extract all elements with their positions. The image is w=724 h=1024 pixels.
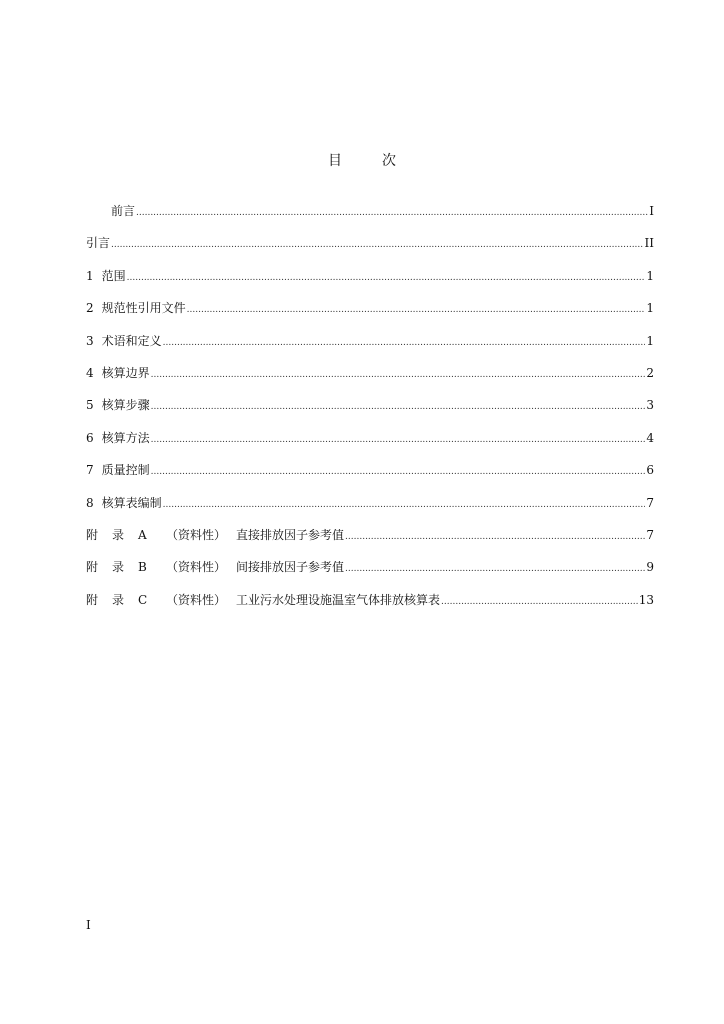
toc-entry-page: II xyxy=(644,236,654,251)
toc-entry-accounting-methods[interactable] xyxy=(86,430,654,462)
toc-entry-label-group xyxy=(86,462,150,478)
toc-leader-dots xyxy=(136,205,648,221)
toc-entry-label-group xyxy=(86,559,344,575)
toc-leader-dots xyxy=(163,335,646,351)
toc-entry-label-group xyxy=(86,268,126,284)
toc-entry-page: 7 xyxy=(646,527,654,542)
toc-entry-accounting-steps[interactable] xyxy=(86,397,654,429)
toc-entry-label: 核算表编制 xyxy=(101,495,162,510)
toc-leader-dots xyxy=(345,561,645,577)
toc-entry-page: 7 xyxy=(646,495,654,510)
toc-entry-page: 2 xyxy=(646,365,654,380)
toc-entry-label: 核算边界 xyxy=(101,365,150,380)
toc-entry-label: 直接排放因子参考值 xyxy=(236,527,345,542)
toc-entry-number: 7 xyxy=(86,463,94,478)
toc-leader-dots xyxy=(187,302,646,318)
toc-entry-label-group xyxy=(86,397,150,413)
toc-entry-number: 6 xyxy=(86,430,94,445)
toc-leader-dots xyxy=(151,399,646,415)
toc-appendix-kind: （资料性） xyxy=(166,560,227,575)
toc-entry-accounting-boundary[interactable] xyxy=(86,365,654,397)
toc-entry-number: 8 xyxy=(86,495,94,510)
toc-leader-dots xyxy=(345,529,645,545)
toc-leader-dots xyxy=(127,270,646,286)
toc-entry-label: 范围 xyxy=(101,268,126,283)
toc-entry-label: 质量控制 xyxy=(101,463,150,478)
toc-entry-label-group xyxy=(86,495,162,511)
toc-entry-appendix-a[interactable] xyxy=(86,527,654,559)
toc-entry-label: 工业污水处理设施温室气体排放核算表 xyxy=(236,592,441,607)
toc-entry-normative-references[interactable] xyxy=(86,300,654,332)
toc-entry-number: 2 xyxy=(86,301,94,316)
toc-entry-quality-control[interactable] xyxy=(86,462,654,494)
toc-leader-dots xyxy=(163,497,646,513)
toc-leader-dots xyxy=(151,432,646,448)
toc-appendix-kind: （资料性） xyxy=(166,527,227,542)
toc-appendix-letter: B xyxy=(138,560,147,575)
toc-entry-label-group xyxy=(86,333,162,349)
toc-entry-page: 9 xyxy=(646,560,654,575)
toc-entry-page: 3 xyxy=(646,398,654,413)
toc-entry-number: 3 xyxy=(86,333,94,348)
toc-entry-label-group xyxy=(86,592,440,608)
toc-entry-number: 4 xyxy=(86,365,94,380)
toc-entry-appendix-c[interactable] xyxy=(86,592,654,624)
toc-entry-page: I xyxy=(649,204,654,218)
toc-leader-dots xyxy=(151,367,646,383)
toc-entry-label: 规范性引用文件 xyxy=(101,301,186,316)
toc-entry-appendix-b[interactable] xyxy=(86,559,654,591)
toc-entry-number: 1 xyxy=(86,268,94,283)
page-number: I xyxy=(86,918,91,932)
toc-entry-foreword[interactable] xyxy=(86,203,654,235)
toc-entry-page: 4 xyxy=(646,430,654,445)
toc-entry-page: 1 xyxy=(646,301,654,316)
toc-entry-label-group xyxy=(86,300,186,316)
toc-entry-label-group xyxy=(86,365,150,381)
toc-entry-number: 5 xyxy=(86,398,94,413)
toc-entry-label-group xyxy=(86,430,150,446)
toc-entry-label: 前言 xyxy=(111,204,136,218)
toc-leader-dots xyxy=(151,464,646,480)
toc-entry-label-group xyxy=(86,527,344,543)
toc-appendix-kind: （资料性） xyxy=(166,592,227,607)
toc-appendix-prefix: 附录 xyxy=(86,592,139,607)
toc-appendix-prefix: 附录 xyxy=(86,527,139,542)
toc-entry-page: 6 xyxy=(646,463,654,478)
toc-entry-page: 1 xyxy=(646,333,654,348)
toc-entry-page: 1 xyxy=(646,268,654,283)
toc-entry-label: 间接排放因子参考值 xyxy=(236,560,345,575)
toc-title-part1: 目 xyxy=(328,153,342,169)
toc-entry-scope[interactable] xyxy=(86,268,654,300)
toc-leader-dots xyxy=(441,594,638,610)
toc-entry-table-compilation[interactable] xyxy=(86,495,654,527)
toc-entry-label: 核算步骤 xyxy=(101,398,150,413)
toc-title-part2: 次 xyxy=(382,153,396,169)
toc-appendix-letter: C xyxy=(138,592,148,607)
toc-entry-terms-definitions[interactable] xyxy=(86,333,654,365)
toc-list xyxy=(86,203,654,624)
toc-entry-page: 13 xyxy=(638,592,654,607)
toc-entry-label: 引言 xyxy=(86,236,111,251)
toc-leader-dots xyxy=(111,237,644,253)
toc-entry-label: 术语和定义 xyxy=(101,333,162,348)
toc-appendix-letter: A xyxy=(138,527,147,542)
toc-entry-label: 核算方法 xyxy=(101,430,150,445)
toc-appendix-prefix: 附录 xyxy=(86,560,139,575)
toc-title xyxy=(0,150,724,170)
toc-entry-introduction[interactable] xyxy=(86,235,654,267)
